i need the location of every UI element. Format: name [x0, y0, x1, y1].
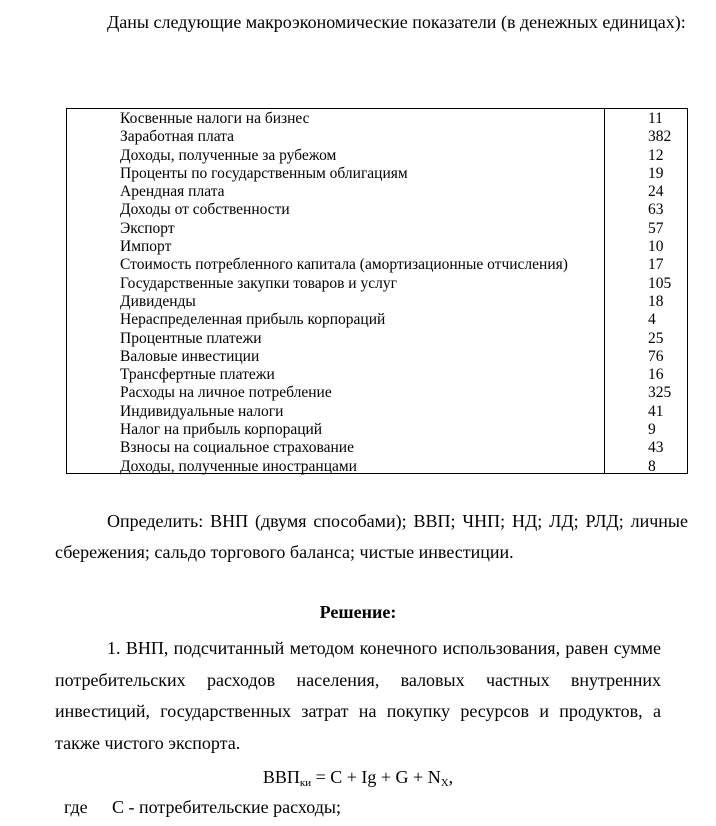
formula-rhs-subscript: X	[440, 777, 449, 789]
table-row	[67, 403, 687, 421]
row-label: Дивиденды	[120, 292, 196, 310]
row-label: Доходы, полученные за рубежом	[120, 146, 337, 164]
table-row	[67, 458, 687, 476]
row-label: Стоимость потребленного капитала (амортизационные отчисления)	[120, 256, 568, 274]
row-label: Валовые инвестиции	[120, 347, 260, 365]
row-label: Доходы от собственности	[120, 201, 290, 219]
row-label: Индивидуальные налоги	[120, 402, 284, 420]
row-label: Взносы на социальное страхование	[120, 439, 354, 457]
formula-lhs: ВВП	[262, 767, 300, 787]
table-row	[67, 220, 687, 238]
row-label: Проценты по государственным облигациям	[120, 164, 408, 182]
row-value: 8	[648, 457, 656, 475]
row-value: 17	[648, 256, 664, 274]
table-row	[67, 311, 687, 329]
row-value: 9	[648, 421, 656, 439]
table-row	[67, 147, 687, 165]
row-value: 57	[648, 219, 664, 237]
where-text: C - потребительские расходы;	[112, 797, 341, 817]
row-value: 11	[648, 110, 663, 127]
table-row	[67, 275, 687, 293]
row-label: Нераспределенная прибыль корпораций	[120, 311, 386, 329]
table-row	[67, 256, 687, 274]
row-label: Импорт	[120, 238, 172, 256]
row-value: 12	[648, 146, 664, 164]
row-label: Арендная плата	[120, 183, 225, 201]
row-value: 43	[648, 439, 664, 457]
table-row	[67, 110, 687, 128]
row-value: 16	[648, 366, 664, 384]
where-word: где	[64, 797, 88, 817]
row-value: 4	[648, 311, 656, 329]
table-rows	[67, 110, 687, 476]
intro-paragraph: Даны следующие макроэкономические показатели (в денежных единицах):	[107, 12, 686, 32]
row-value: 63	[648, 201, 664, 219]
row-label: Государственные закупки товаров и услуг	[120, 274, 397, 292]
row-value: 24	[648, 183, 664, 201]
row-value: 25	[648, 329, 664, 347]
row-label: Косвенные налоги на бизнес	[120, 110, 310, 127]
row-label: Трансфертные платежи	[120, 366, 275, 384]
indicators-table	[66, 108, 688, 474]
table-row	[67, 201, 687, 219]
table-row	[67, 238, 687, 256]
row-label: Доходы, полученные иностранцами	[120, 457, 357, 475]
table-row	[67, 421, 687, 439]
row-label: Налог на прибыль корпораций	[120, 421, 323, 439]
formula-rhs: = C + Ig + G + N	[311, 767, 441, 787]
formula-lhs-subscript: ки	[299, 777, 312, 789]
where-line	[64, 792, 341, 823]
row-value: 105	[648, 274, 672, 292]
table-row	[67, 293, 687, 311]
solution-paragraph-1: 1. ВНП, подсчитанный методом конечного использования, равен сумме потребительских расходов населения, валовых частных внутренних инвестиций, государственных затрат на покупку ресурсов и продуктов, а также чистого экспорта.	[55, 638, 661, 753]
table-row	[67, 128, 687, 146]
row-value: 325	[648, 384, 672, 402]
formula-tail: ,	[448, 767, 454, 787]
row-label: Заработная плата	[120, 128, 235, 146]
row-label: Экспорт	[120, 219, 175, 237]
table-row	[67, 384, 687, 402]
table-row	[67, 348, 687, 366]
table-row	[67, 366, 687, 384]
table-row	[67, 330, 687, 348]
task-paragraph: Определить: ВНП (двумя способами); ВВП; ЧНП; НД; ЛД; РЛД; личные сбережения; сальдо торгового баланса; чистые инвестиции.	[55, 511, 688, 562]
row-label: Расходы на личное потребление	[120, 384, 332, 402]
row-value: 10	[648, 238, 664, 256]
row-label: Процентные платежи	[120, 329, 262, 347]
row-value: 382	[648, 128, 672, 146]
table-row	[67, 165, 687, 183]
solution-heading: Решение:	[319, 602, 397, 622]
table-row	[67, 439, 687, 457]
row-value: 19	[648, 164, 664, 182]
row-value: 18	[648, 292, 664, 310]
table-row	[67, 183, 687, 201]
row-value: 41	[648, 402, 664, 420]
row-value: 76	[648, 347, 664, 365]
